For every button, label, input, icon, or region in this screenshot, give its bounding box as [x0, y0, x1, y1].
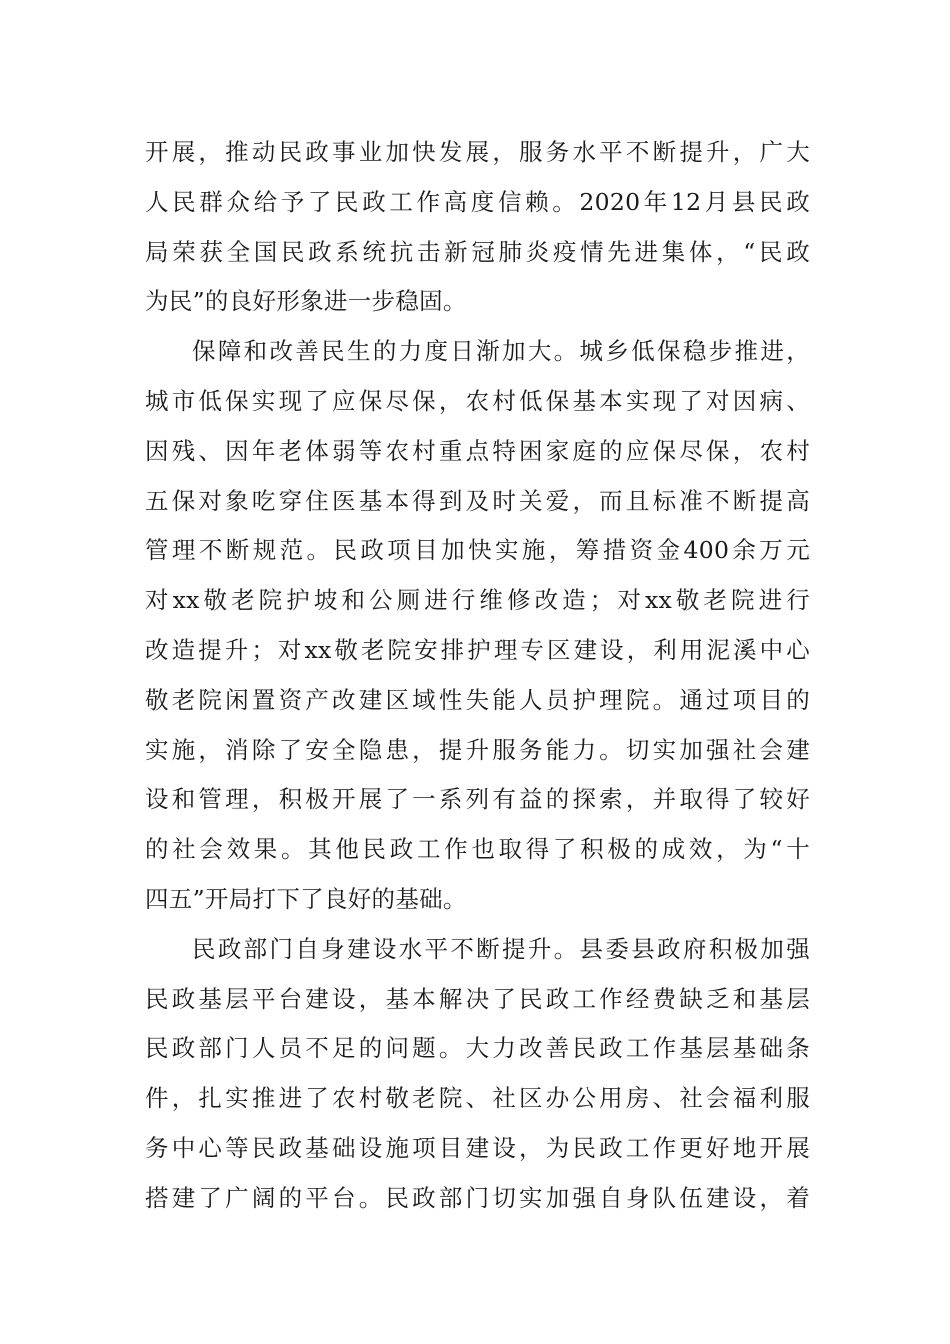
body-text: [145, 128, 810, 1224]
text-line: 开展，推动民政事业加快发展，服务水平不断提升，广大: [145, 138, 810, 166]
text-line: 为民”的良好形象进一步稳固。: [145, 287, 467, 316]
text-line: 四五”开局打下了良好的基础。: [145, 884, 467, 913]
text-line: 实施，消除了安全隐患，提升服务能力。切实加强社会建: [145, 735, 810, 764]
text-line: 局荣获全国民政系统抗击新冠肺炎疫情先进集体，“民政: [145, 237, 810, 266]
text-line: 务中心等民政基础设施项目建设，为民政工作更好地开展: [145, 1133, 810, 1162]
text-line: 件，扎实推进了农村敬老院、社区办公用房、社会福利服: [145, 1084, 810, 1113]
text-line: 管理不断规范。民政项目加快实施，筹措资金400余万元: [145, 536, 810, 565]
paragraph: [145, 128, 810, 327]
text-line: 民政部门自身建设水平不断提升。县委县政府积极加强: [192, 934, 810, 963]
text-line: 改造提升；对xx敬老院安排护理专区建设，利用泥溪中心: [145, 635, 810, 664]
paragraph: [145, 327, 810, 925]
text-line: 城市低保实现了应保尽保，农村低保基本实现了对因病、: [145, 386, 810, 415]
text-line: 民政基层平台建设，基本解决了民政工作经费缺乏和基层: [145, 984, 810, 1013]
text-line: 五保对象吃穿住医基本得到及时关爱，而且标准不断提高: [145, 486, 810, 515]
text-line: 设和管理，积极开展了一系列有益的探索，并取得了较好: [145, 785, 810, 814]
text-line: 因残、因年老体弱等农村重点特困家庭的应保尽保，农村: [145, 436, 810, 465]
text-line: 民政部门人员不足的问题。大力改善民政工作基层基础条: [145, 1034, 810, 1063]
text-line: 人民群众给予了民政工作高度信赖。2020年12月县民政: [145, 187, 810, 216]
text-line: 搭建了广阔的平台。民政部门切实加强自身队伍建设，着: [145, 1183, 810, 1212]
text-line: 的社会效果。其他民政工作也取得了积极的成效，为“十: [145, 835, 810, 864]
text-line: 敬老院闲置资产改建区域性失能人员护理院。通过项目的: [145, 685, 810, 714]
paragraph: [145, 925, 810, 1224]
text-line: 对xx敬老院护坡和公厕进行维修改造；对xx敬老院进行: [145, 586, 810, 615]
text-line: 保障和改善民生的力度日渐加大。城乡低保稳步推进，: [192, 337, 810, 366]
